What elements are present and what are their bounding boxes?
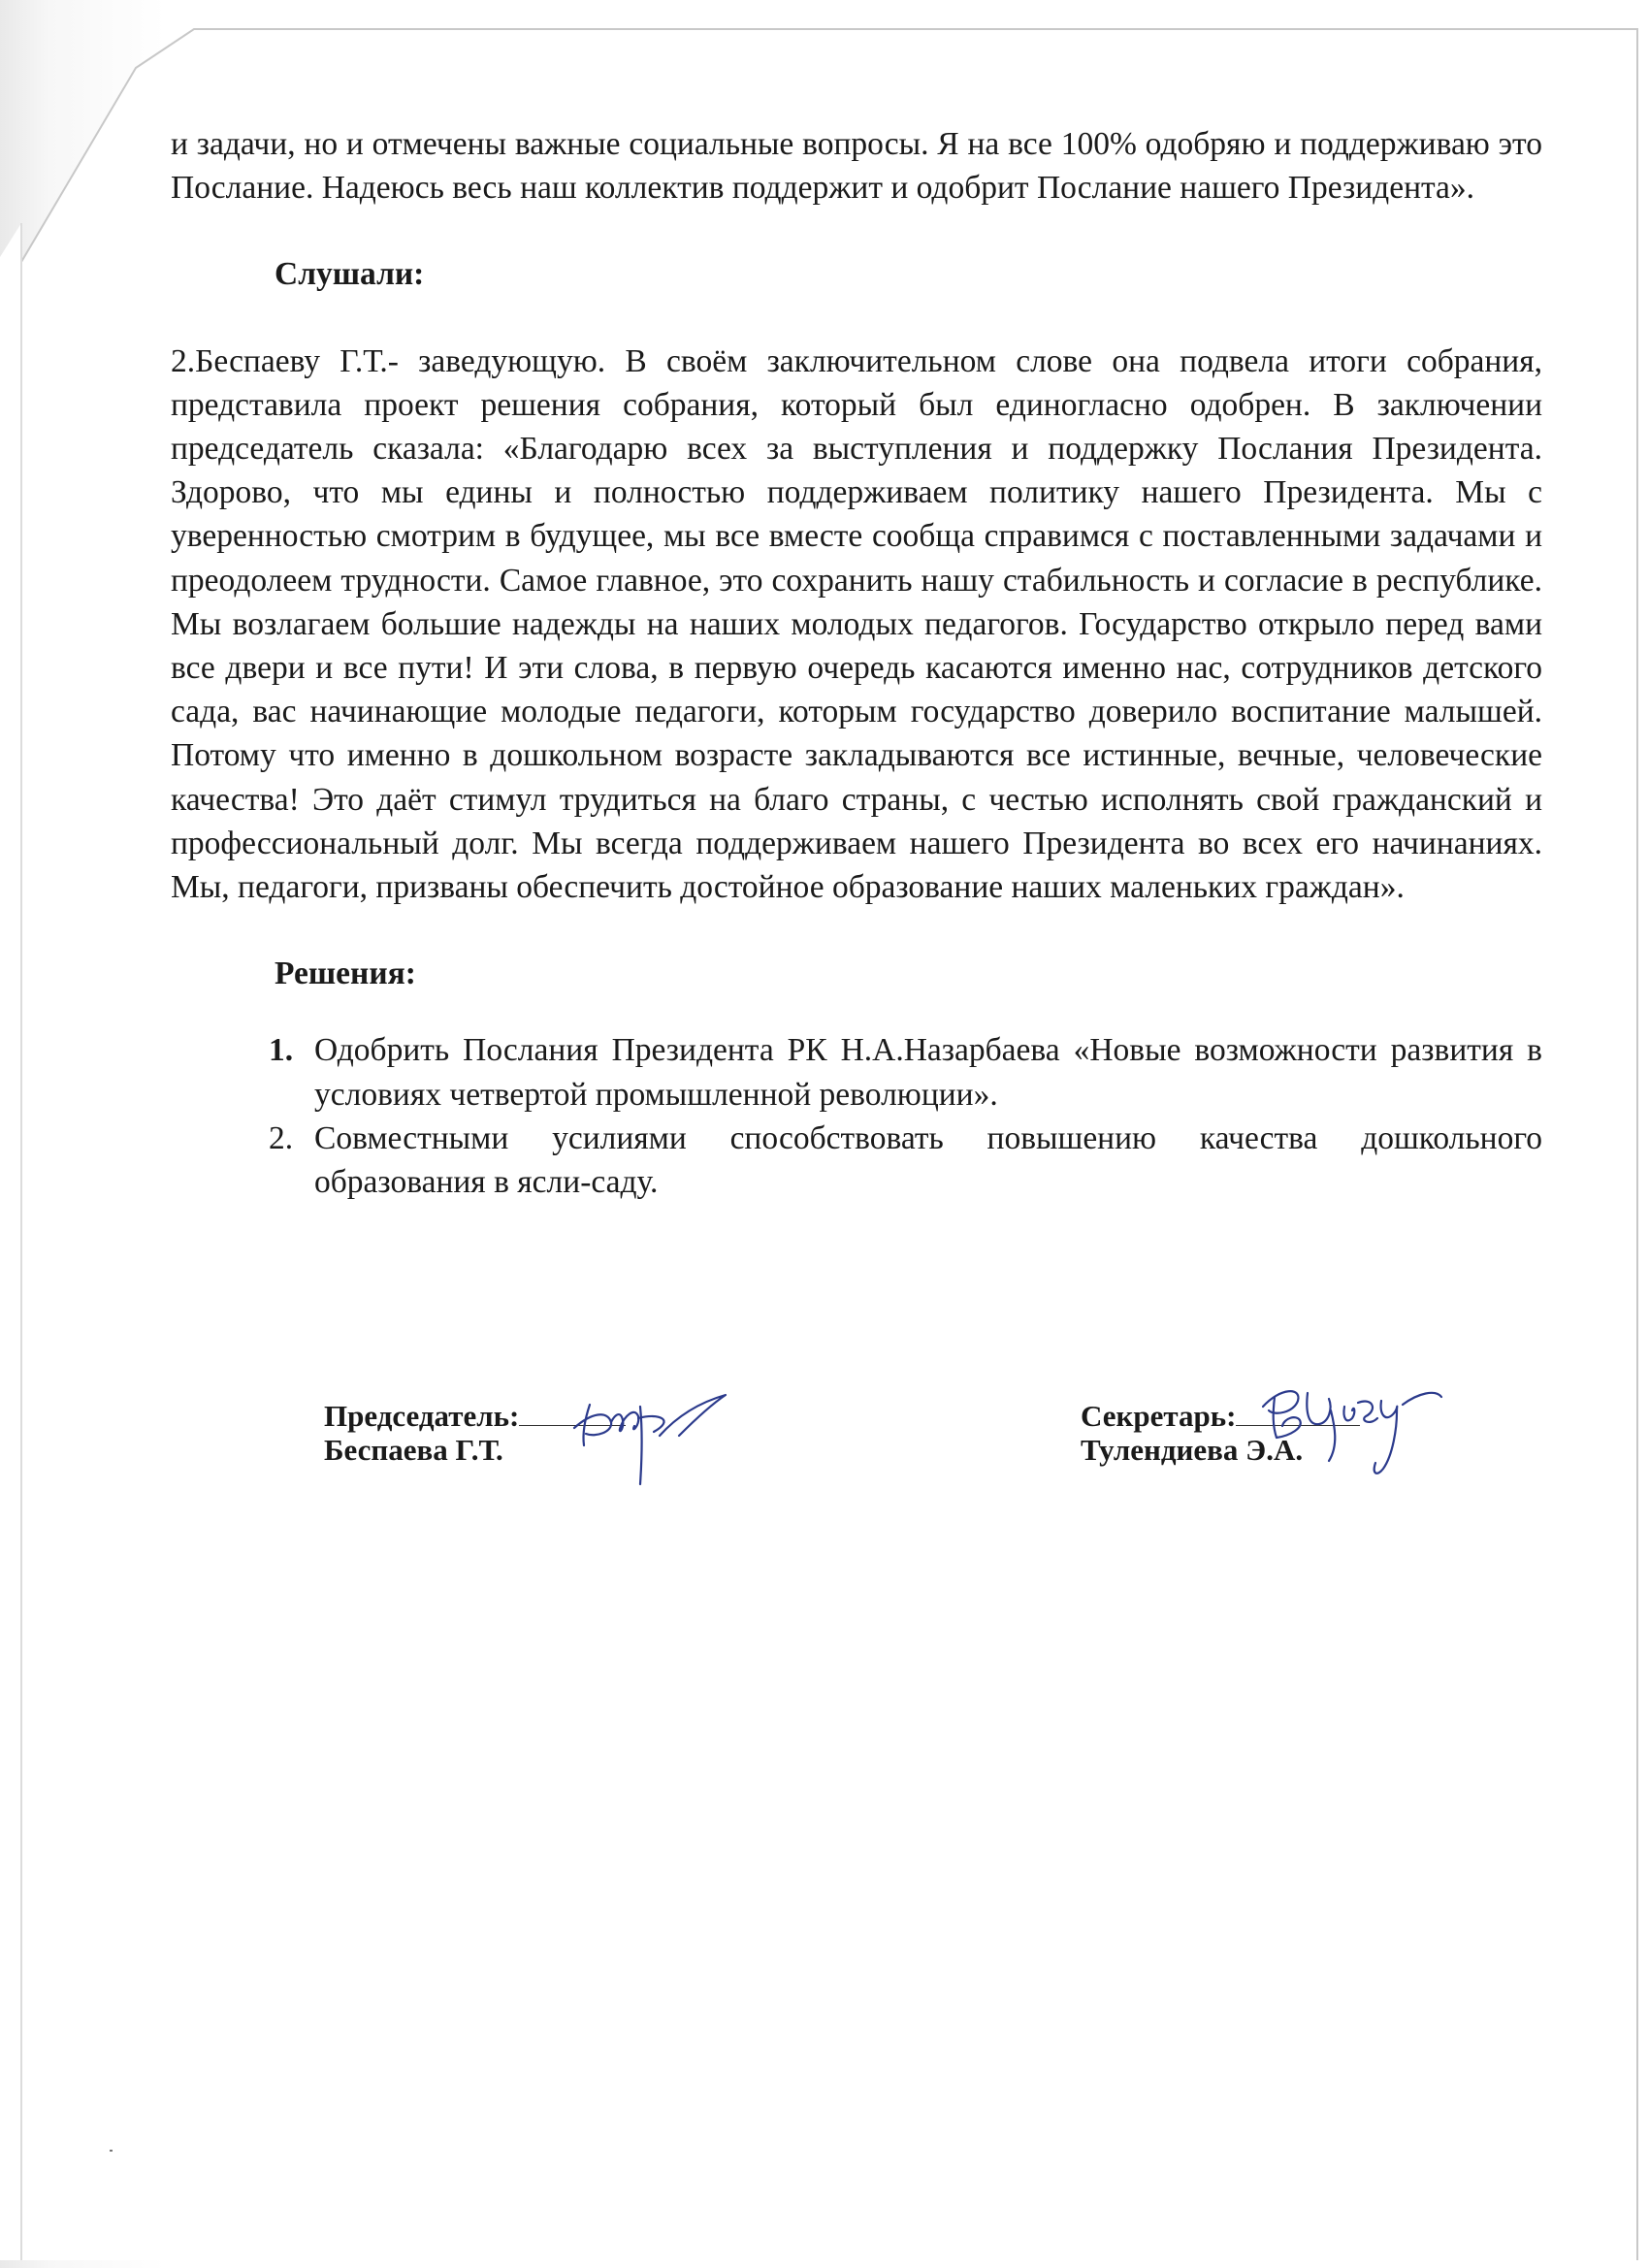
decision-text: Одобрить Послания Президента РК Н.А.Назарбаева «Новые возможности развития в условиях четвертой промышленной революции».: [314, 1032, 1542, 1113]
chair-label: Председатель:: [324, 1399, 520, 1433]
scan-speck: [110, 2150, 113, 2152]
list-item: [269, 1028, 1542, 1116]
decision-number: 1.: [269, 1032, 294, 1069]
opening-paragraph: и задачи, но и отмечены важные социальные вопросы. Я на все 100% одобряю и поддерживаю это Послание. Надеюсь весь наш коллектив поддержит и одобрит Послание нашего Президента».: [171, 126, 1542, 207]
chair-handwritten-signature: [553, 1377, 757, 1494]
decisions-list: [171, 1028, 1542, 1204]
secretary-label: Секретарь:: [1081, 1399, 1237, 1433]
document-body: [171, 122, 1542, 1204]
secretary-handwritten-signature: [1251, 1368, 1484, 1494]
heard-heading: Слушали:: [275, 256, 425, 293]
list-item: [269, 1117, 1542, 1204]
heard-paragraph: 2.Беспаеву Г.Т.- заведующую. В своём заключительном слове она подвела итоги собрания, представила проект решения собрания, который был единогласно одобрен. В заключении председатель сказала: «Благодарю всех за выступления и поддержку Послания Президента. Здорово, что мы едины и полностью поддерживаем политику нашего Президента. Мы с уверенностью смотрим в будущее, мы все вместе сообща справимся с поставленными задачами и преодолеем трудности. Самое главное, это сохранить нашу стабильность и согласие в республике. Мы возлагаем большие надежды на наших молодых педагогов. Государство открыло перед вами все двери и все пути! И эти слова, в первую очередь касаются именно нас, сотрудников детского сада, вас начинающие молодые педагоги, которым государство доверило воспитание малышей. Потому что именно в дошкольном возрасте закладываются все истинные, вечные, человеческие качества! Это даёт стимул трудиться на благо страны, с честью исполнять свой гражданский и профессиональный долг. Мы всегда поддерживаем нашего Президента во всех его начинаниях. Мы, педагоги, призваны обеспечить достойное образование наших маленьких граждан».: [171, 342, 1542, 906]
decision-text: Совместными усилиями способствовать повышению качества дошкольного образования в ясли-саду.: [314, 1119, 1542, 1201]
secretary-name: Тулендиева Э.А.: [1081, 1433, 1304, 1467]
decision-number: 2.: [269, 1119, 294, 1156]
chair-name: Беспаева Г.Т.: [324, 1433, 503, 1467]
decisions-heading: Решения:: [275, 956, 416, 992]
